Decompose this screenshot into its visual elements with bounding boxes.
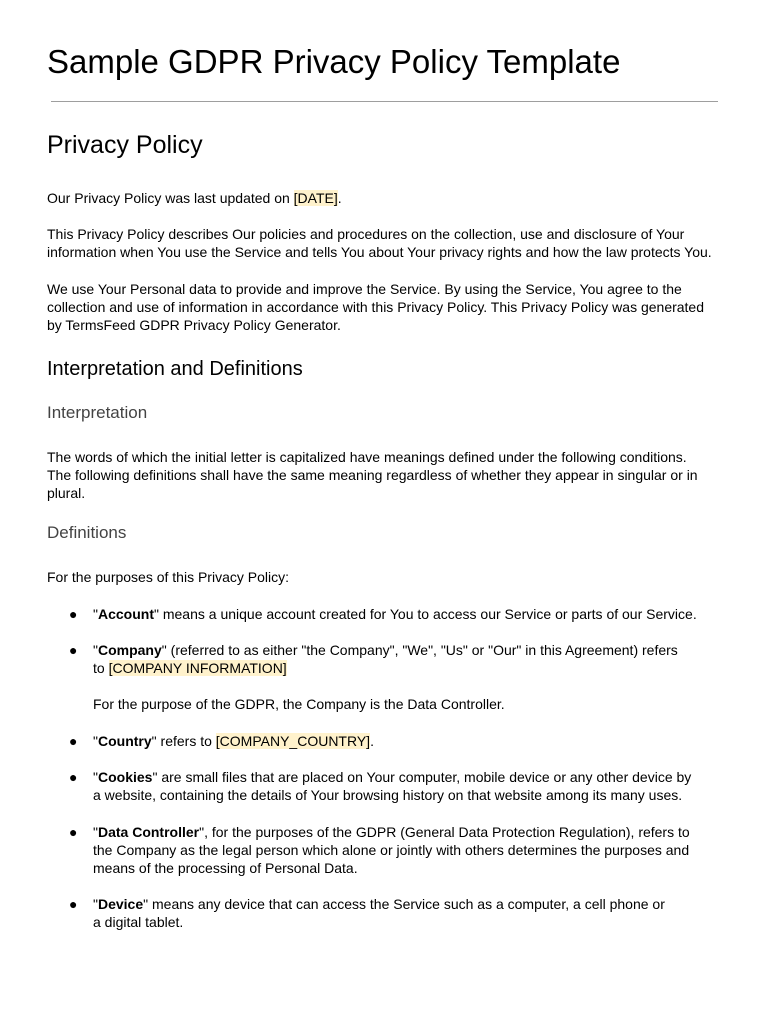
bullet-icon: ● [69,606,78,622]
open-quote: " [93,896,98,912]
definition-text: to [93,660,109,677]
usage-line: collection and use of information in accordance with this Privacy Policy. This Privacy Policy was generated [47,299,705,316]
intro-line: information when You use the Service and tells You about Your privacy rights and how the law protects You. [47,244,712,261]
last-updated-prefix: Our Privacy Policy was last updated on [47,190,294,206]
open-quote: " [93,733,98,749]
close-quote: " [161,642,167,658]
company-data-controller-note: For the purpose of the GDPR, the Company is the Data Controller. [93,696,505,712]
definition-term: Country [97,733,152,749]
title-divider [51,101,718,102]
definition-text: , for the purposes of the GDPR (General Data Protection Regulation), refers to [204,824,690,840]
close-quote: " [151,733,157,749]
definition-item-account [69,605,719,623]
document-title: Sample GDPR Privacy Policy Template [47,43,621,80]
subheading-interpretation: Interpretation [47,403,148,422]
definition-text: . [370,733,374,749]
intro-paragraph [47,225,737,261]
definition-item-data-controller [69,823,719,878]
last-updated-suffix: . [337,190,342,206]
definition-line: the Company as the legal person which alone or jointly with others determines the purposes and [93,842,690,859]
bullet-icon: ● [69,769,78,785]
definition-term: Device [97,896,144,912]
open-quote: " [93,769,98,785]
bullet-icon: ● [69,733,78,749]
interpretation-line: plural. [47,485,86,502]
open-quote: " [93,824,98,840]
bullet-icon: ● [69,824,78,840]
subheading-definitions: Definitions [47,523,127,542]
bullet-icon: ● [69,896,78,912]
definition-text: means any device that can access the Service such as a computer, a cell phone or [148,896,665,912]
definition-item-company [69,641,719,677]
date-placeholder: [DATE] [293,190,338,206]
definition-term: Company [97,642,162,658]
intro-line: This Privacy Policy describes Our policies and procedures on the collection, use and disclosure of Your [47,226,685,242]
definition-line [93,732,719,750]
definition-text: are small files that are placed on Your computer, mobile device or any other device by [157,769,692,785]
last-updated-paragraph [47,189,737,207]
definition-text: (referred to as either "the Company", "We", "Us" or "Our" in this Agreement) refers [166,642,678,658]
close-quote: " [199,824,205,840]
usage-paragraph [47,280,737,335]
definition-line: a digital tablet. [93,914,184,931]
definition-text: refers to [156,733,216,749]
close-quote: " [143,896,149,912]
definition-line [93,659,719,677]
company-information-placeholder: [COMPANY INFORMATION] [108,660,287,677]
definition-line [93,823,719,841]
section-heading-interpretation-and-definitions: Interpretation and Definitions [47,358,303,380]
definition-line: means of the processing of Personal Data. [93,860,358,877]
definition-line [93,641,719,659]
definitions-lead: For the purposes of this Privacy Policy: [47,569,289,585]
interpretation-line: The following definitions shall have the same meaning regardless of whether they appear in singular or in [47,467,698,484]
close-quote: " [152,769,158,785]
definition-line [93,605,719,623]
definition-term: Cookies [97,769,153,785]
usage-line: We use Your Personal data to provide and improve the Service. By using the Service, You agree to the [47,281,682,297]
open-quote: " [93,642,98,658]
bullet-icon: ● [69,642,78,658]
definition-line [93,768,719,786]
interpretation-paragraph [47,448,737,503]
interpretation-line: The words of which the initial letter is capitalized have meanings defined under the following conditions. [47,449,687,465]
section-heading-privacy-policy: Privacy Policy [47,131,203,159]
company-country-placeholder: [COMPANY_COUNTRY] [215,733,371,749]
definition-item-country [69,732,719,750]
close-quote: " [153,606,159,622]
definition-line [93,895,719,913]
definition-text: means a unique account created for You to access our Service or parts of our Service. [158,606,697,622]
definition-term: Account [97,606,154,622]
usage-line: by TermsFeed GDPR Privacy Policy Generator. [47,317,341,334]
definition-item-cookies [69,768,719,804]
definition-line: a website, containing the details of Your browsing history on that website among its many uses. [93,787,683,804]
open-quote: " [93,606,98,622]
definition-item-device [69,895,719,931]
definition-term: Data Controller [97,824,200,840]
